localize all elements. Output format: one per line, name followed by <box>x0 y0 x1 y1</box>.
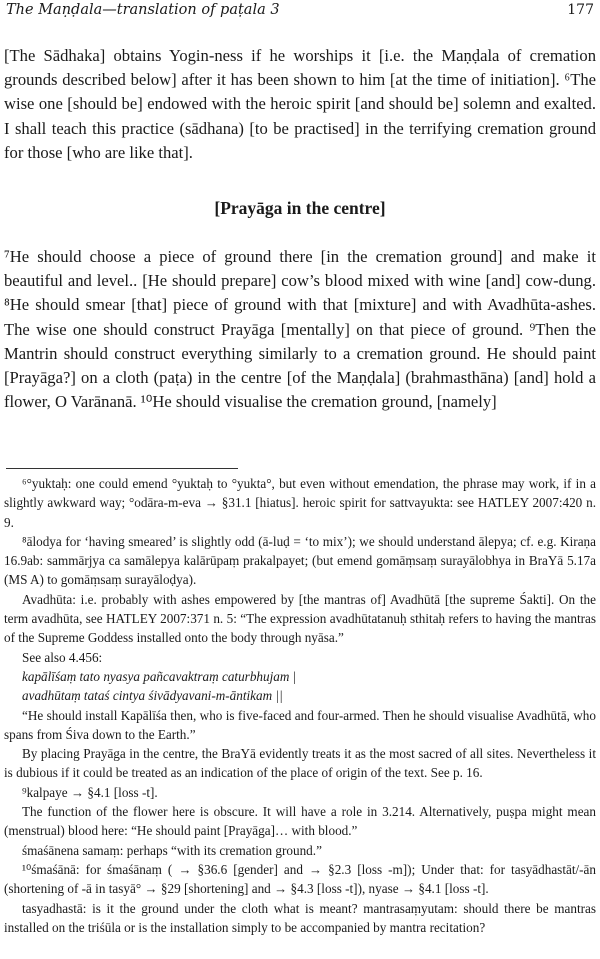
footnote: ⁸ālodya for ‘having smeared’ is slightly odd (ā-luḍ = ‘to mix’); we should understand ālepya; cf. e.g. Kiraṇa 16.9ab: sammārjya ca samālepya kalārūpaṃ prakalpayet; (but emend gomāṃsaṃ surayālobhya in BraYā 5.17a (MS A) to gomāṃsaṃ surayāloḍya). <box>4 533 596 588</box>
paragraph-translation-2: ⁷He should choose a piece of ground there [in the cremation ground] and make it beautiful and level.. [He should prepare] cow’s blood mixed with wine [and] cow-dung. ⁸He should smear [that] piece of ground with that [mixture] and with Avadhūta-ashes. The wise one should construct Prayāga [mentally] on that piece of ground. ⁹Then the Mantrin should construct everything similarly to a cremation ground. He should paint [Prayāga?] on a cloth (paṭa) in the centre [of the Maṇḍala] (brahmasthāna) [and] hold a flower, O Varānanā. ¹⁰He should visualise the cremation ground, [namely] <box>4 247 596 412</box>
footnote: See also 4.456: <box>22 649 103 665</box>
main-text-block-2 <box>4 245 596 414</box>
footnote: The function of the flower here is obscure. It will have a role in 3.214. Alternatively, puṣpa might mean (menstrual) blood here: “He should paint [Prayāga]… with blood.” <box>4 804 596 839</box>
verse-line: avadhūtaṃ tataś cintya śivādyavani-m-āntikam || <box>22 688 283 704</box>
verse-line: kapālīśaṃ tato nyasya pañcavaktraṃ caturbhujam | <box>22 668 297 684</box>
footnote: “He should install Kapālīśa then, who is five-faced and four-armed. Then he should visualise Avadhūtā, who spans from Śiva down to the Earth.” <box>4 707 596 742</box>
footnote: ⁹kalpaye → §4.1 [loss -t]. <box>22 784 158 800</box>
running-title: The Maṇḍala—translation of paṭala 3 <box>6 2 280 18</box>
footnotes <box>4 474 596 937</box>
footnote: śmaśānena samaṃ: perhaps “with its cremation ground.” <box>22 842 322 858</box>
footnote: By placing Prayāga in the centre, the BraYā evidently treats it as the most sacred of all sites. Nevertheless it is dubious if it could be treated as an indication of the place of origin of the text. See p. 16. <box>4 746 596 781</box>
main-text-block-1 <box>4 44 596 165</box>
footnote: Avadhūta: i.e. probably with ashes empowered by [the mantras of] Avadhūtā [the supreme Śakti]. On the term avadhūta, see HATLEY 2007:371 n. 5: “The expression avadhūtatanuḥ sthitaḥ refers to having the mantras of the Supreme Goddess installed onto the body through nyāsa.” <box>4 591 596 646</box>
running-header <box>6 2 594 24</box>
paragraph-translation-1: [The Sādhaka] obtains Yogin-ness if he worships it [i.e. the Maṇḍala of cremation grounds described below] after it has been shown to him [at the time of initiation]. ⁶The wise one [should be] endowed with the heroic spirit [and should be] solemn and exalted. I shall teach this practice (sādhana) [to be practised] in the terrifying cremation ground for those [who are like that]. <box>4 46 596 162</box>
page-number: 177 <box>567 2 594 18</box>
footnote-rule <box>6 468 238 469</box>
footnote: ⁶°yuktaḥ: one could emend °yuktaḥ to °yukta°, but even without emendation, the phrase may work, if in a slightly awkward way; °odāra-m-eva → §31.1 [hiatus]. heroic spirit for sattvayukta: see HATLEY 2007:420 n. 9. <box>4 476 596 530</box>
footnote: tasyadhastā: is it the ground under the cloth what is meant? mantrasaṃyutam: should there be mantras installed on the triśūla or is the installation simply to be accompanied by mantra recitation? <box>4 900 596 935</box>
section-heading: [Prayāga in the centre] <box>214 198 386 218</box>
footnote: ¹⁰śmaśānā: for śmaśānaṃ ( → §36.6 [gender] and → §2.3 [loss -m]); Under that: for tasyādhastāt/-ān (shortening of -ā in tasyā° → §29 [shortening] and → §4.3 [loss -t]), nyase → §4.1 [loss -t]. <box>4 861 596 897</box>
